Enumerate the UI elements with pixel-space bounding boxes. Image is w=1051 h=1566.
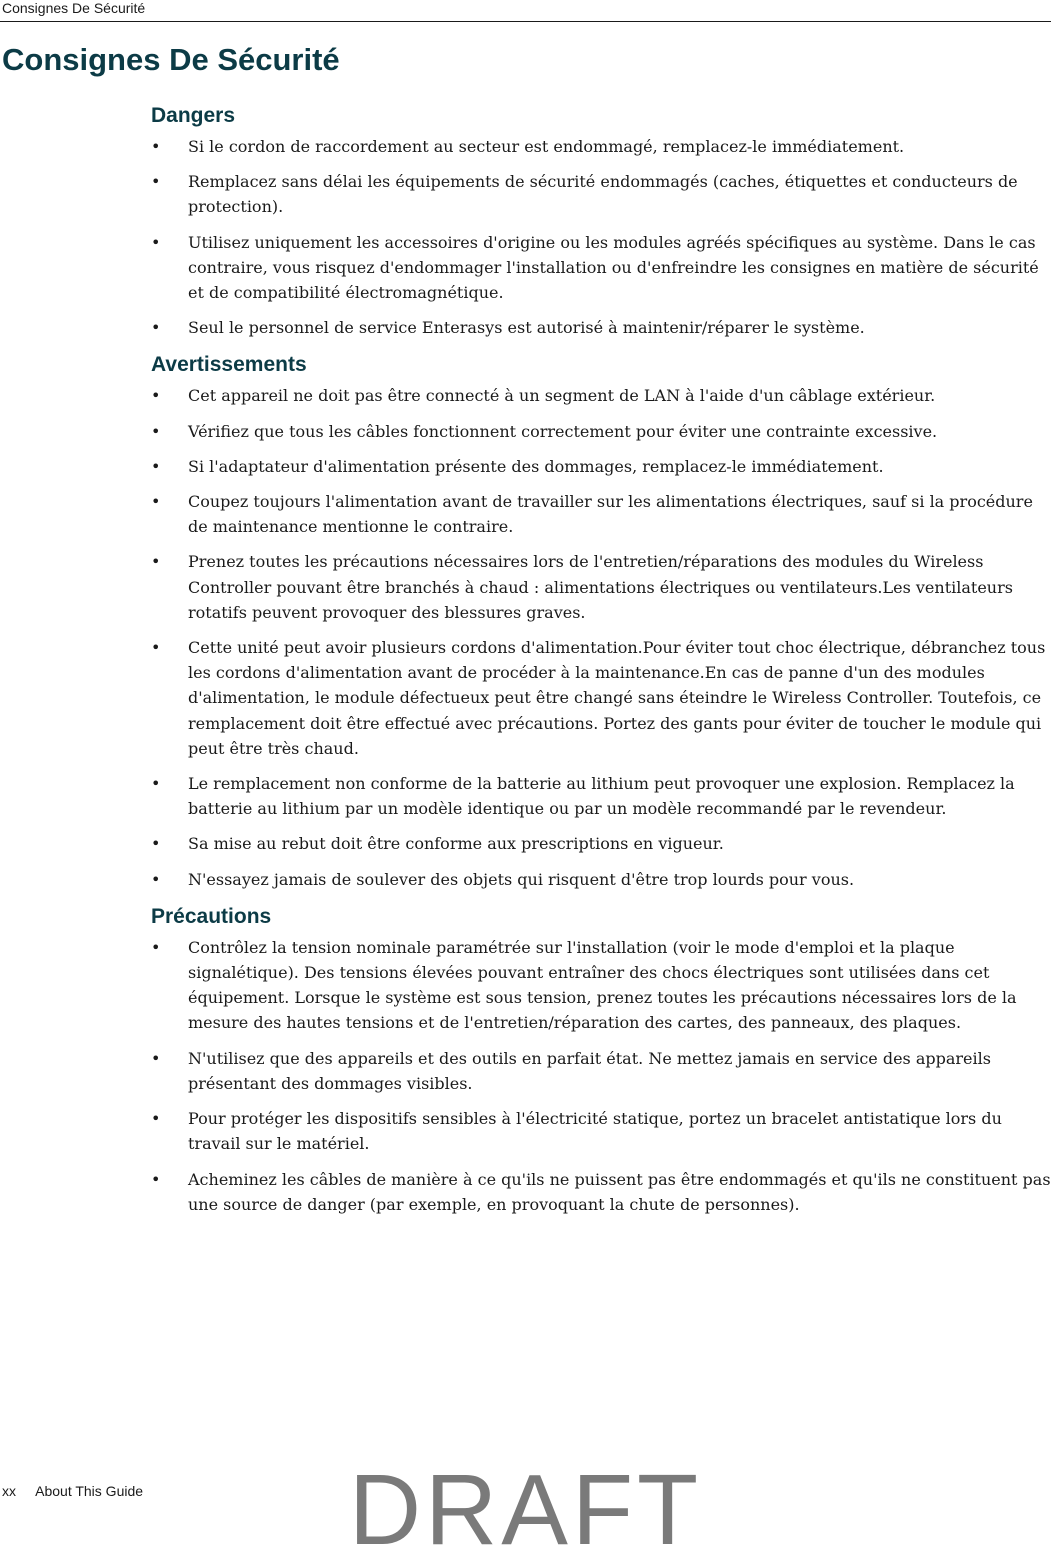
list-item-text: Seul le personnel de service Enterasys est autorisé à maintenir/réparer le système.: [188, 318, 865, 338]
running-header: [0, 0, 1051, 22]
list-item: [151, 454, 1051, 479]
bullet-icon: •: [151, 1048, 161, 1068]
list-item-text: Remplacez sans délai les équipements de sécurité endommagés (caches, étiquettes et conducteurs de protection).: [188, 172, 1018, 217]
bullet-icon: •: [151, 137, 161, 156]
list-item-text: Le remplacement non conforme de la batterie au lithium peut provoquer une explosion. Remplacez la batterie au lithium par un modèle identique ou par un modèle recommandé par le revendeur.: [188, 774, 1015, 819]
list-item: [151, 134, 1051, 159]
list-item-text: Prenez toutes les précautions nécessaires lors de l'entretien/réparations des modules du Wireless Controller pouvant être branchés à chaud : alimentations électriques ou ventilateurs.Les ventilateurs rotatifs peuvent provoquer des blessures graves.: [188, 552, 1013, 622]
list-item: [151, 169, 1051, 219]
list-item-text: Sa mise au rebut doit être conforme aux prescriptions en vigueur.: [188, 834, 724, 854]
list-item: [151, 635, 1051, 761]
bullet-icon: •: [151, 834, 161, 854]
list-item-text: Si le cordon de raccordement au secteur est endommagé, remplacez-le immédiatement.: [188, 137, 905, 156]
bullet-icon: •: [151, 638, 161, 658]
list-item-text: Si l'adaptateur d'alimentation présente des dommages, remplacez-le immédiatement.: [188, 456, 884, 476]
bullet-icon: •: [151, 1169, 161, 1189]
bullet-icon: •: [151, 318, 161, 338]
bullet-icon: •: [151, 937, 161, 957]
list-item-text: Cette unité peut avoir plusieurs cordons d'alimentation.Pour éviter tout choc électrique, débranchez tous les cordons d'alimentation avant de procéder à la maintenance.En cas de panne d'un des modules d'alimentation, le module défectueux peut être changé sans éteindre le Wireless Controller. Toutefois, ce remplacement doit être effectué avec précautions. Portez des gants pour éviter de toucher le module qui peut être très chaud.: [188, 638, 1046, 758]
bullet-icon: •: [151, 421, 161, 441]
list-item-text: Coupez toujours l'alimentation avant de travailler sur les alimentations électriques, sauf si la procédure de maintenance mentionne le contraire.: [188, 492, 1033, 537]
list-item-text: N'utilisez que des appareils et des outils en parfait état. Ne mettez jamais en service des appareils présentant des dommages visibles.: [188, 1048, 991, 1093]
list-item: [151, 549, 1051, 625]
list-item: [151, 315, 1051, 340]
section-heading-avertissements: Avertissements: [151, 353, 307, 377]
list-item: [151, 419, 1051, 444]
bullet-icon: •: [151, 869, 161, 889]
footer-guide-title: About This Guide: [35, 1483, 144, 1499]
list-item-text: Vérifiez que tous les câbles fonctionnent correctement pour éviter une contrainte excessive.: [188, 421, 938, 441]
list-item-text: Acheminez les câbles de manière à ce qu'ils ne puissent pas être endommagés et qu'ils ne constituent pas une source de danger (par exemple, en provoquant la chute de personnes).: [188, 1169, 1051, 1214]
list-item: [151, 935, 1051, 1036]
list-item: [151, 771, 1051, 821]
bullet-icon: •: [151, 172, 161, 192]
list-item-text: Utilisez uniquement les accessoires d'origine ou les modules agréés spécifiques au système. Dans le cas contraire, vous risquez d'endommager l'installation ou d'enfreindre les consignes en matière de sécurité et de compatibilité électromagnétique.: [188, 232, 1039, 303]
page-title: Consignes De Sécurité: [2, 42, 340, 77]
bullet-icon: •: [151, 1109, 161, 1129]
draft-watermark: DRAFT: [348, 1454, 703, 1566]
section-heading-precautions: Précautions: [151, 904, 272, 928]
page-number: xx: [2, 1483, 16, 1499]
precautions-list: [151, 935, 1051, 1217]
list-item-text: Pour protéger les dispositifs sensibles à l'électricité statique, portez un bracelet antistatique lors du travail sur le matériel.: [188, 1109, 1002, 1154]
running-header-title: Consignes De Sécurité: [2, 0, 146, 16]
list-item: [151, 1046, 1051, 1096]
list-item: [151, 383, 1051, 408]
section-heading-dangers: Dangers: [151, 104, 236, 127]
list-item: [151, 230, 1051, 306]
list-item-text: N'essayez jamais de soulever des objets qui risquent d'être trop lourds pour vous.: [188, 869, 855, 889]
bullet-icon: •: [151, 232, 161, 252]
bullet-icon: •: [151, 552, 161, 572]
list-item: [151, 831, 1051, 856]
main-content: [151, 101, 1051, 1227]
bullet-icon: •: [151, 774, 161, 794]
list-item: [151, 1106, 1051, 1156]
bullet-icon: •: [151, 456, 161, 476]
bullet-icon: •: [151, 386, 161, 406]
list-item: [151, 867, 1051, 892]
list-item: [151, 489, 1051, 539]
dangers-list: [151, 134, 1051, 340]
bullet-icon: •: [151, 492, 161, 512]
list-item-text: Contrôlez la tension nominale paramétrée sur l'installation (voir le mode d'emploi et la plaque signalétique). Des tensions élevées pouvant entraîner des chocs électriques sont utilisées dans cet équipement. Lorsque le système est sous tension, prenez toutes les précautions nécessaires lors de la mesure des hautes tensions et de l'entretien/réparation des cartes, des panneaux, des plaques.: [188, 937, 1017, 1033]
avertissements-list: [151, 383, 1051, 891]
list-item-text: Cet appareil ne doit pas être connecté à un segment de LAN à l'aide d'un câblage extérieur.: [188, 386, 936, 406]
list-item: [151, 1167, 1051, 1217]
